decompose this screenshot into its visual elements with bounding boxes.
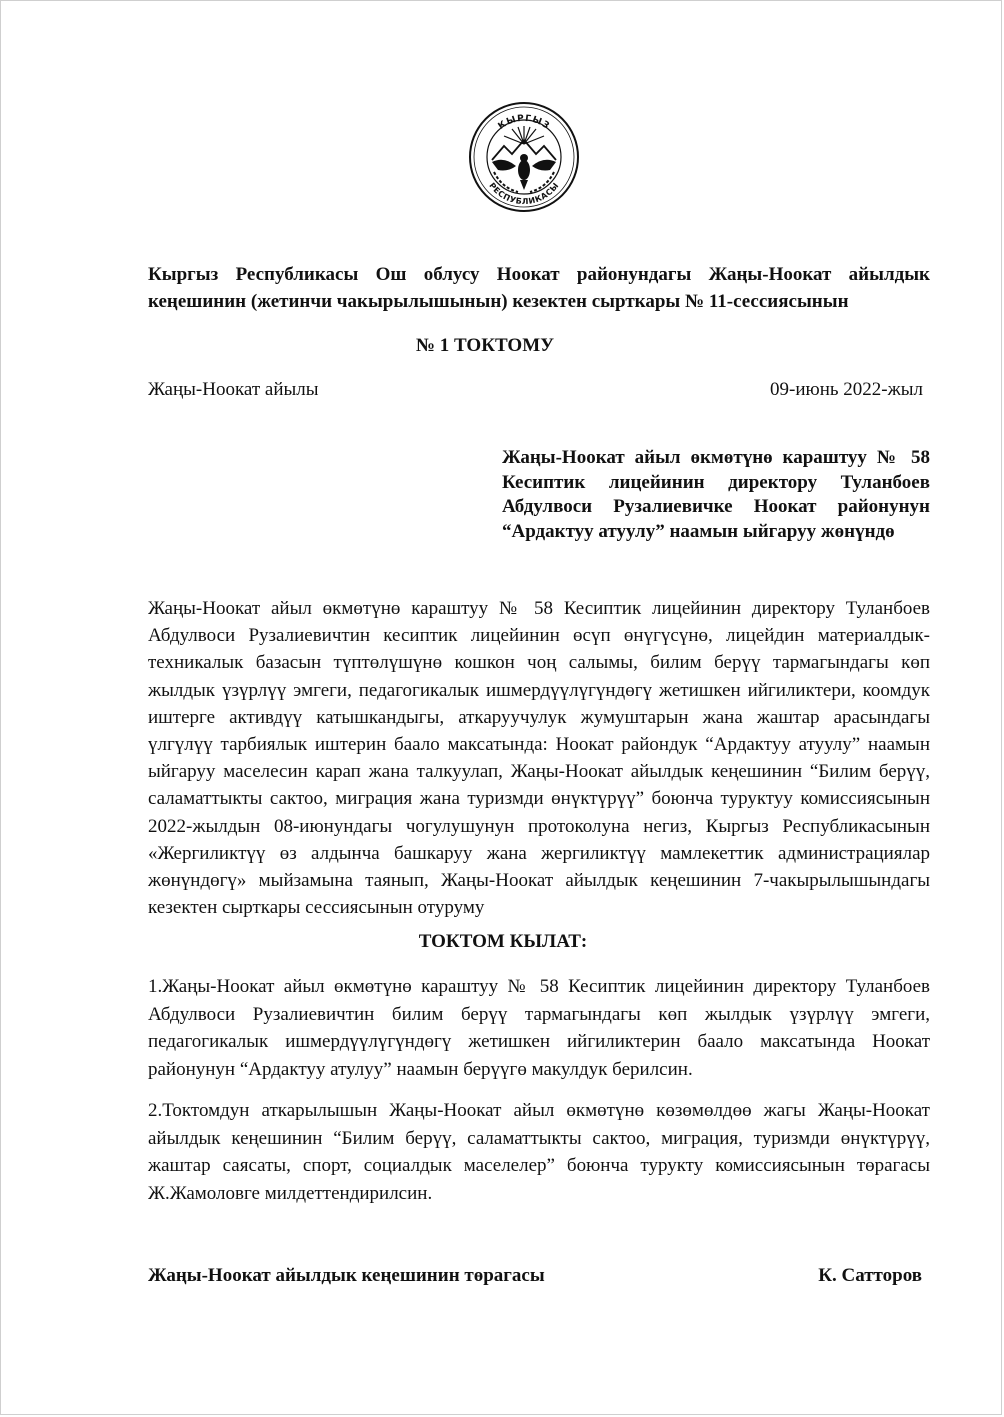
signatory-title: Жаңы-Ноокат айылдык кеңешинин төрагасы: [148, 1265, 545, 1286]
place: Жаңы-Ноокат айылы: [148, 379, 319, 400]
emblem-top-text: КЫРГЫЗ: [496, 113, 552, 132]
date: 09-июнь 2022-жыл: [770, 379, 923, 400]
state-emblem-icon: [468, 100, 580, 214]
document-header: Кыргыз Республикасы Ош облусу Ноокат районундагы Жаңы-Ноокат айылдык кеңешинин (жетинчи чакырылышынын) кезектен сырткары № 11-сессиясынын: [148, 264, 930, 312]
clause-1: 1.Жаңы-Ноокат айыл өкмөтүнө караштуу № 58 Кесиптик лицейинин директору Туланбоев Абдулвоси Рузалиевичтин билим берүү тармагындагы көп жылдык үзүрлүү эмгеги, педагогикалык ишмердүүлүгүндөгү жетишкен ийгиликтерин баало максатында Ноокат районунун “Ардактуу атулуу” наамын берүүгө макулдук берилсин.: [148, 976, 930, 1080]
clause-2: 2.Токтомдун аткарылышын Жаңы-Ноокат айыл өкмөтүнө көзөмөлдөө жагы Жаңы-Ноокат айылдык кеңешинин “Билим берүү, саламаттыкты сактоо, миграция, туризмди өнүктүрүү, жаштар саясаты, спорт, социалдык маселелер” боюнча турукту комиссиясынын төрагасы Ж.Жамоловге милдеттендирилсин.: [148, 1100, 930, 1204]
decree-subject: Жаңы-Ноокат айыл өкмөтүнө караштуу № 58 Кесиптик лицейинин директору Туланбоев Абдулвоси Рузалиевичке Ноокат районунун “Ардактуу атуулу” наамын ыйгаруу жөнүндө: [502, 447, 930, 542]
emblem-bottom-text: РЕСПУБЛИКАСЫ: [487, 180, 561, 207]
preamble-paragraph: Жаңы-Ноокат айыл өкмөтүнө караштуу № 58 Кесиптик лицейинин директору Туланбоев Абдулвоси Рузалиевичтин кесиптик лицейинин өсүп өнүгүсүнө, лицейдин материалдык-техникалык базасын түптөлүшүнө кошкон чоң салымы, билим берүү тармагындагы көп жылдык үзүрлүү эмгеги, педагогикалык ишмердүүлүгүндөгү жетишкен ийгиликтери, коомдук иштерге активдүү катышкандыгы, аткаруучулук жумуштарын жана жаштар арасындагы үлгүлүү тарбиялык иштерин баало максатында: Ноокат райондук “Ардактуу атуулу” наамын ыйгаруу маселесин карап жана талкуулап, Жаңы-Ноокат айылдык кеңешинин “Билим берүү, саламаттыкты сактоо, миграция жана туризмди өнүктүрүү” боюнча туруктуу комиссиясынын 2022-жылдын 08-июнундагы чогулушунун протоколуна негиз, Кыргыз Республикасынын «Жергиликтүү өз алдынча башкаруу жана жергиликтүү мамлекеттик администрациялар жөнүндөгү» мыйзамына таянып, Жаңы-Ноокат айылдык кеңешинин 7-чакырылышындагы кезектен сырткары сессиясынын отуруму: [148, 598, 930, 919]
decree-number: № 1 ТОКТОМУ: [415, 335, 555, 356]
resolve-heading: ТОКТОМ КЫЛАТ:: [418, 931, 588, 952]
signatory-name: К. Сатторов: [818, 1265, 922, 1286]
